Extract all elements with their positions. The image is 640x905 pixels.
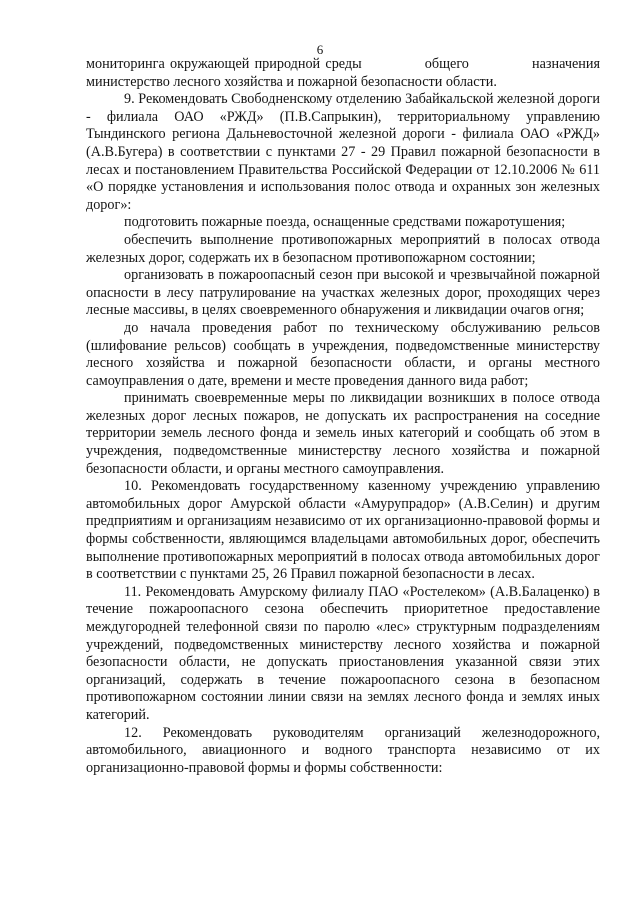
- paragraph-continuation: мониторинга окружающей природной среды общего назначения министерство лесного хозяйства и пожарной безопасности области.: [86, 56, 600, 90]
- document-body: [86, 56, 600, 777]
- paragraph-subitem: до начала проведения работ по техническому обслуживанию рельсов (шлифование рельсов) сообщать в учреждения, подведомственные министерству лесного хозяйства и пожарной безопасности области, и органы местного самоуправления о дате, времени и месте проведения данного вида работ;: [86, 319, 600, 389]
- paragraph-item-9: 9. Рекомендовать Свободненскому отделению Забайкальской железной дороги - филиала ОАО «РЖД» (П.В.Сапрыкин), территориальному управлению Тындинского региона Дальневосточной железной дороги - филиала ОАО «РЖД» (А.В.Бугера) в соответствии с пунктами 27 - 29 Правил пожарной безопасности в лесах и постановлением Правительства Российской Федерации от 12.10.2006 № 611 «О порядке установления и использования полос отвода и охранных зон железных дорог»:: [86, 91, 600, 213]
- paragraph-subitem: обеспечить выполнение противопожарных мероприятий в полосах отвода железных дорог, содержать их в безопасном противопожарном состоянии;: [86, 231, 600, 266]
- paragraph-item-10: 10. Рекомендовать государственному казенному учреждению управлению автомобильных дорог Амурской области «Амурупрадор» (А.В.Селин) и другим предприятиям и организациям независимо от их организационно-правовой формы и формы собственности, являющимся владельцами автомобильных дорог, обеспечить выполнение противопожарных мероприятий в полосах отвода автомобильных дорог в соответствии с пунктами 25, 26 Правил пожарной безопасности в лесах.: [86, 478, 600, 583]
- paragraph-subitem: подготовить пожарные поезда, оснащенные средствами пожаротушения;: [124, 214, 566, 231]
- page-number: 6: [316, 42, 324, 57]
- paragraph-item-11: 11. Рекомендовать Амурскому филиалу ПАО «Ростелеком» (А.В.Балаценко) в течение пожароопасного сезона обеспечить приоритетное предоставление междугородней телефонной связи по паролю «лес» структурным подразделениям учреждений, подведомственных министерству лесного хозяйства и пожарной безопасности области, не допускать приостановления указанной связи этих организаций, содержать в течение пожароопасного сезона в безопасном противопожарном состоянии линии связи на землях лесного фонда и землях иных категорий.: [86, 583, 600, 723]
- paragraph-item-12: 12. Рекомендовать руководителям организаций железнодорожного, автомобильного, авиационного и водного транспорта независимо от их организационно-правовой формы и формы собственности:: [86, 724, 600, 776]
- paragraph-subitem: организовать в пожароопасный сезон при высокой и чрезвычайной пожарной опасности в лесу патрулирование на участках железных дорог, проходящих через лесные массивы, в целях своевременного обнаружения и ликвидации очагов огня;: [86, 267, 600, 319]
- paragraph-subitem: принимать своевременные меры по ликвидации возникших в полосе отвода железных дорог лесных пожаров, не допускать их распространения на соседние территории земель лесного фонда и земель иных категорий и сообщать об этом в учреждения, подведомственные министерству лесного хозяйства и пожарной безопасности области, и органы местного самоуправления.: [86, 390, 600, 477]
